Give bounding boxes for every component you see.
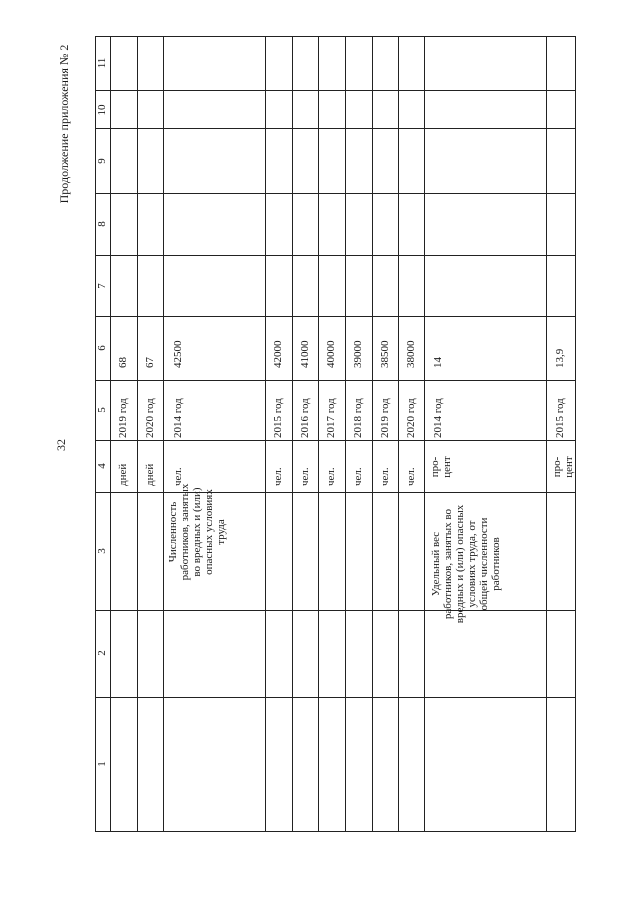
value-cell: 42500 <box>172 340 184 368</box>
value-cell: 68 <box>117 357 129 368</box>
column-divider <box>95 255 576 256</box>
year-cell: 2015 год <box>272 398 284 438</box>
column-divider <box>95 193 576 194</box>
value-cell: 38500 <box>379 340 391 368</box>
column-divider <box>95 380 576 381</box>
unit-cell: чел. <box>299 467 311 486</box>
year-cell: 2015 год <box>554 398 566 438</box>
row-divider <box>163 36 164 832</box>
year-cell: 2018 год <box>352 398 364 438</box>
unit-cell: про- цент <box>551 456 575 478</box>
value-cell: 14 <box>432 357 444 368</box>
indicator-cell: Численность работников, занятых во вредных и (или) опасных условиях труда <box>167 483 227 581</box>
unit-cell: чел. <box>352 467 364 486</box>
column-number: 4 <box>96 463 108 469</box>
value-cell: 41000 <box>299 340 311 368</box>
column-number: 11 <box>96 57 108 69</box>
column-number: 10 <box>96 104 108 116</box>
value-cell: 13,9 <box>554 348 566 368</box>
unit-cell: чел. <box>325 467 337 486</box>
year-cell: 2016 год <box>299 398 311 438</box>
unit-cell: чел. <box>405 467 417 486</box>
value-cell: 39000 <box>352 340 364 368</box>
value-cell: 42000 <box>272 340 284 368</box>
indicator-cell: Удельный вес работников, занятых во вредных и (или) опасных условиях труда, от общей численности работников <box>430 504 502 624</box>
column-number: 7 <box>96 283 108 289</box>
year-cell: 2019 год <box>379 398 391 438</box>
row-divider <box>424 36 425 832</box>
year-cell: 2014 год <box>172 398 184 438</box>
column-divider <box>95 316 576 317</box>
column-number: 6 <box>96 345 108 351</box>
row-divider <box>345 36 346 832</box>
unit-cell: чел. <box>272 467 284 486</box>
column-number: 3 <box>96 548 108 554</box>
year-cell: 2020 год <box>405 398 417 438</box>
column-divider <box>95 697 576 698</box>
row-divider <box>318 36 319 832</box>
row-divider <box>292 36 293 832</box>
column-number: 2 <box>96 650 108 656</box>
column-divider <box>95 440 576 441</box>
column-number: 8 <box>96 221 108 227</box>
column-number: 9 <box>96 158 108 164</box>
row-divider <box>137 36 138 832</box>
column-divider <box>95 128 576 129</box>
row-divider <box>110 36 111 832</box>
year-cell: 2014 год <box>432 398 444 438</box>
unit-cell: чел. <box>172 467 184 486</box>
unit-cell: дней <box>117 463 129 486</box>
row-divider <box>546 36 547 832</box>
value-cell: 67 <box>144 357 156 368</box>
year-cell: 2019 год <box>117 398 129 438</box>
unit-cell: чел. <box>379 467 391 486</box>
row-divider <box>372 36 373 832</box>
year-cell: 2017 год <box>325 398 337 438</box>
row-divider <box>398 36 399 832</box>
column-number: 1 <box>96 761 108 767</box>
column-number: 5 <box>96 407 108 413</box>
unit-cell: про- цент <box>429 456 453 478</box>
continuation-title: Продолжение приложения № 2 <box>57 44 71 204</box>
value-cell: 38000 <box>405 340 417 368</box>
value-cell: 40000 <box>325 340 337 368</box>
page-number: 32 <box>54 439 68 451</box>
year-cell: 2020 год <box>144 398 156 438</box>
row-divider <box>265 36 266 832</box>
column-divider <box>95 90 576 91</box>
unit-cell: дней <box>144 463 156 486</box>
